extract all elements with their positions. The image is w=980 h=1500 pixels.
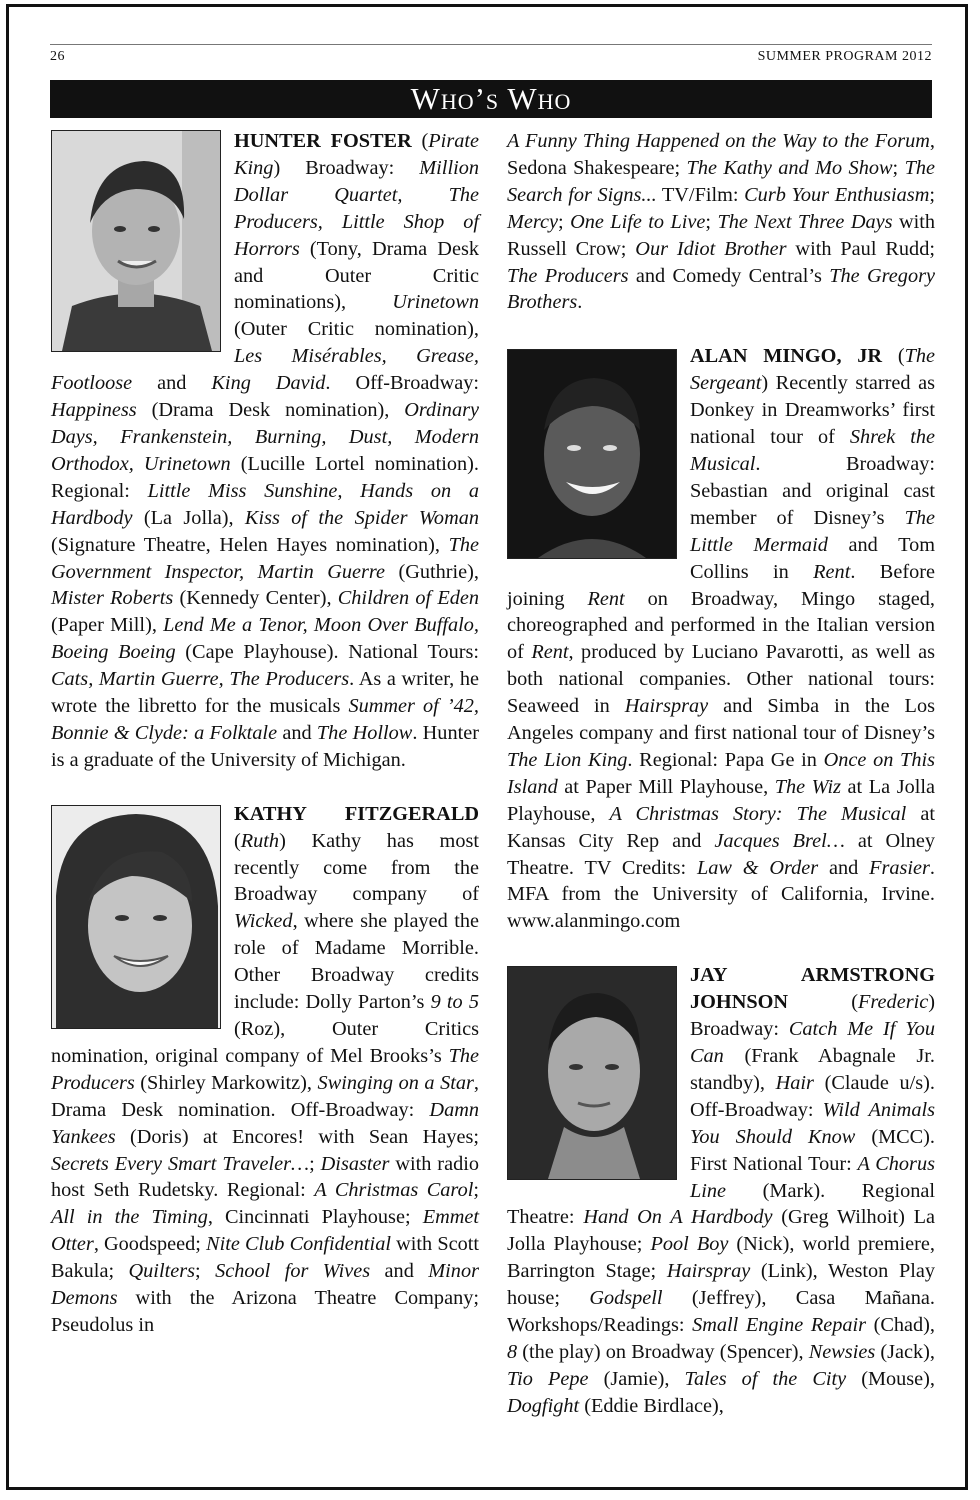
- performer-name: ALAN MINGO, JR: [690, 345, 898, 368]
- page-number: 26: [50, 49, 65, 64]
- headshot-photo: [507, 966, 677, 1180]
- performer-name: HUNTER FOSTER: [234, 130, 422, 152]
- left-column: [51, 128, 479, 1339]
- section-banner: [50, 80, 932, 118]
- continued-text: A Funny Thing Happened on the Way to the Forum, Sedona Shakespeare; The Kathy and Mo Show; The Search for Signs... TV/Film: Curb Your Enthusiasm; Mercy; One Life to Live; The Next Three Days with Russell Crow; Our Idiot Brother with Paul Rudd; The Producers and Comedy Central’s The Gregory Brothers.: [507, 130, 936, 314]
- right-column: [507, 128, 935, 1420]
- performer-name: JAY ARMSTRONG JOHNSON: [690, 964, 935, 1014]
- program-title: SUMMER PROGRAM 2012: [757, 49, 932, 64]
- bio-hunter-foster: HUNTER FOSTER (Pirate King) Broadway: Million Dollar Quartet, The Producers, Little Shop of Horrors (Tony, Drama Desk and Outer Critic nominations), Urinetown (Outer Critic nomination), Les Misérables, Grease, Footloose and King David. Off-Broadway: Happiness (Drama Desk nomination), Ordinary Days, Frankenstein, Burning, Dust, Modern Orthodox, Urinetown (Lucille Lortel nomination). Regional: Little Miss Sunshine, Hands on a Hardbody (La Jolla), Kiss of the Spider Woman (Signature Theatre, Helen Hayes nomination), The Government Inspector, Martin Guerre (Guthrie), Mister Roberts (Kennedy Center), Children of Eden (Paper Mill), Lend Me a Tenor, Moon Over Buffalo, Boeing Boeing (Cape Playhouse). National Tours: Cats, Martin Guerre, The Producers. As a writer, he wrote the libretto for the musicals Summer of ’42, Bonnie & Clyde: a Folktale and The Hollow. Hunter is a graduate of the University of Michigan.: [51, 130, 480, 771]
- bio-alan-mingo-jr: ALAN MINGO, JR (The Sergeant) Recently starred as Donkey in Dreamworks’ first national tour of Shrek the Musical. Broadway: Sebastian and original cast member of Disney’s The Little Mermaid and Tom Collins in Rent. Before joining Rent on Broadway, Mingo staged, choreographed and performed in the Italian version of Rent, produced by Luciano Pavarotti, as well as both national companies. Other national tours: Seaweed in Hairspray and Simba in the Los Angeles company and first national tour of Disney’s The Lion King. Regional: Papa Ge in Once on This Island at Paper Mill Playhouse, The Wiz at La Jolla Playhouse, A Christmas Story: The Musical at Kansas City Rep and Jacques Brel… at Olney Theatre. TV Credits: Law & Order and Frasier. MFA from the University of California, Irvine. www.alanmingo.com: [507, 345, 936, 933]
- section-title: Who’s Who: [410, 81, 572, 116]
- bio-jay-armstrong-johnson: JAY ARMSTRONG JOHNSON (Frederic) Broadway: Catch Me If You Can (Frank Abagnale Jr. standby), Hair (Claude u/s). Off-Broadway: Wild Animals You Should Know (MCC). First National Tour: A Chorus Line (Mark). Regional Theatre: Hand On A Hardbody (Greg Wilhoit) La Jolla Playhouse; Pool Boy (Nick), world premiere, Barrington Stage; Hairspray (Link), Weston Play house; Godspell (Jeffrey), Casa Mañana. Workshops/Readings: Small Engine Repair (Chad), 8 (the play) on Broadway (Spencer), Newsies (Jack), Tio Pepe (Jamie), Tales of the City (Mouse), Dogfight (Eddie Birdlace),: [507, 964, 936, 1417]
- headshot-photo: [507, 349, 677, 559]
- bio-kathy-fitzgerald: KATHY FITZGERALD (Ruth) Kathy has most recently come from the Broadway company of Wicked, where she played the role of Madame Morrible. Other Broadway credits include: Dolly Parton’s 9 to 5 (Roz), Outer Critics nomination, original company of Mel Brooks’s The Producers (Shirley Markowitz), Swinging on a Star, Drama Desk nomination. Off-Broadway: Damn Yankees (Doris) at Encores! with Sean Hayes; Secrets Every Smart Traveler…; Disaster with radio host Seth Rudetsky. Regional: A Christmas Carol; All in the Timing, Cincinnati Playhouse; Emmet Otter, Goodspeed; Nite Club Confidential with Scott Bakula; Quilters; School for Wives and Minor Demons with the Arizona Theatre Company; Pseudolus in: [51, 802, 480, 1336]
- performer-name: KATHY FITZGERALD: [234, 802, 479, 825]
- headshot-photo: [51, 805, 221, 1029]
- running-header: [50, 44, 932, 67]
- headshot-photo: [51, 130, 221, 352]
